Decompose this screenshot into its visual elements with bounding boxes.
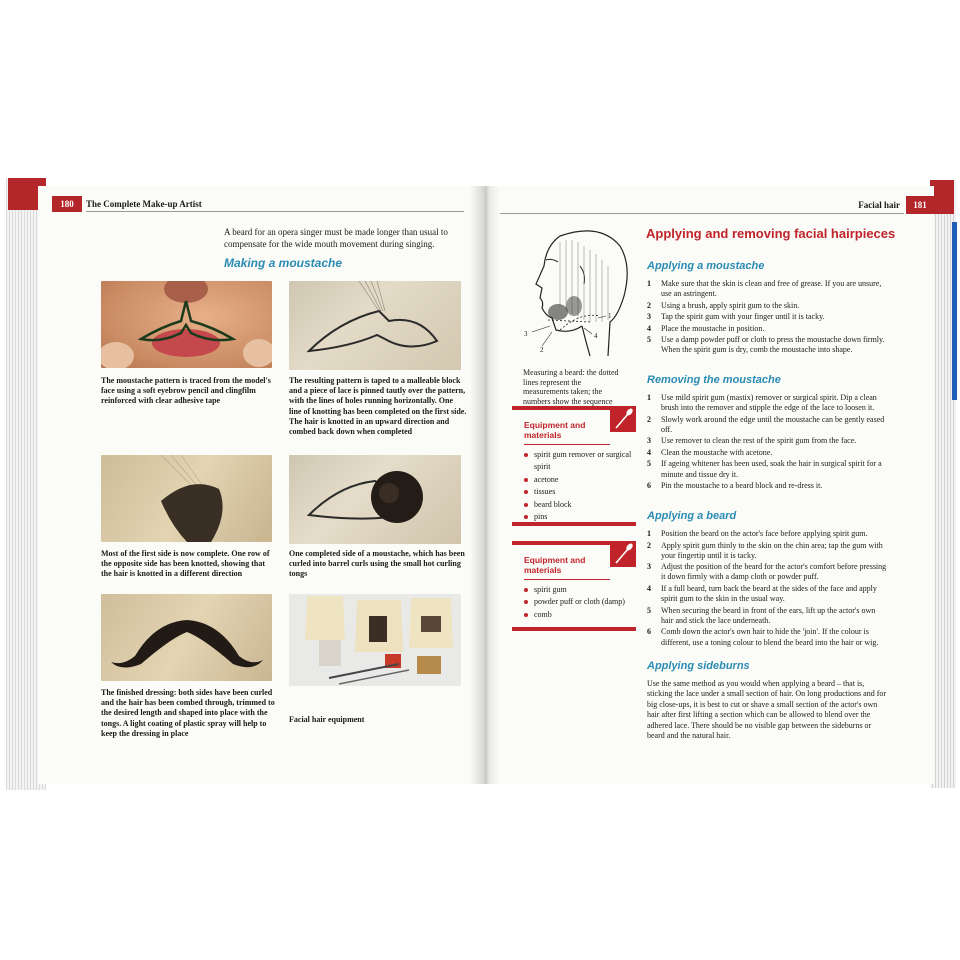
caption-first-side: Most of the first side is now complete. One row of the opposite side has been knotted, showing that the hair is knotted in a different direction xyxy=(101,549,270,579)
right-header-rule xyxy=(500,213,904,214)
list-item: 4 Place the moustache in position. xyxy=(647,323,765,333)
photo-finished-dressing xyxy=(101,594,272,681)
list-item: 3 Use remover to clean the rest of the spirit gum from the face. xyxy=(647,436,857,446)
section-heading-applying-moustache: Applying a moustache xyxy=(647,260,765,272)
equipment-box-divider xyxy=(524,579,610,580)
steps-removing-moustache xyxy=(647,393,887,493)
list-item: 6 Comb down the actor's own hair to hide the 'join'. If the colour is different, use a toning colour to blend the beard into the hair or wig. xyxy=(647,627,879,647)
equipment-box-applying xyxy=(512,541,636,631)
equipment-box-title: Equipment and materials xyxy=(524,420,586,440)
photo-pattern-on-block xyxy=(289,281,461,370)
diagram-number-3: 3 xyxy=(524,330,528,338)
left-page-number: 180 xyxy=(52,196,82,212)
right-page-number: 181 xyxy=(906,196,934,214)
list-item: comb xyxy=(524,609,634,621)
section-heading-making-moustache: Making a moustache xyxy=(224,256,343,270)
diagram-number-4: 4 xyxy=(594,332,598,340)
caption-equipment: Facial hair equipment xyxy=(289,715,365,724)
list-item: 2 Slowly work around the edge until the moustache can be gently eased off. xyxy=(647,414,885,434)
equipment-box-title: Equipment and materials xyxy=(524,555,586,575)
list-item: 1 Use mild spirit gum (mastix) remover or surgical spirit. Dip a clean brush into the remover and stipple the edge of the lace to loosen it. xyxy=(647,393,877,413)
steps-applying-moustache xyxy=(647,279,887,357)
equipment-box-bottom-bar xyxy=(512,627,636,631)
brush-icon xyxy=(610,541,636,567)
list-item: 3 Tap the spirit gum with your finger until it is tacky. xyxy=(647,312,825,322)
equipment-box-bottom-bar xyxy=(512,522,636,526)
page-title: Applying and removing facial hairpieces xyxy=(646,226,896,241)
right-running-head: Facial hair xyxy=(858,200,900,210)
left-header-rule xyxy=(86,211,464,212)
caption-finished-dressing: The finished dressing: both sides have been curled and the hair has been combed through, trimmed to the desired length and shaped into place with the tongs. A light coating of plastic spray will help to keep the dressing in place xyxy=(101,688,275,738)
section-heading-applying-beard: Applying a beard xyxy=(647,510,737,522)
photo-first-side-knotted xyxy=(101,455,272,542)
photo-pattern-traced-on-face xyxy=(101,281,272,368)
list-item: pins xyxy=(524,511,634,523)
list-item: 4 If a full beard, turn back the beard at the sides of the face and apply spirit gum to the skin in the usual way. xyxy=(647,583,877,604)
list-item: 5 If ageing whitener has been used, soak the hair in surgical spirit for a minute and tissue dry it. xyxy=(647,459,882,479)
caption-pattern-on-block: The resulting pattern is taped to a malleable block and a piece of lace is pinned tautly over the pattern, with the lines of holes running horizontally. One line of knotting has been completed on the first side. The hair is knotted in an upward direction and combed back down when completed xyxy=(289,376,467,437)
sideburns-paragraph: Use the same method as you would when applying a beard – that is, sticking the lace under a small section of hair. On long productions and for big close-ups, it is best to cut or shave a small section of the actor's own hair after first lifting a section which can be allowed to blend over the adhered lace. There should be no visible gap between the sideburns or beard and the natural hair. xyxy=(647,679,887,741)
list-item: 5 When securing the beard in front of the ears, lift up the actor's own hair and stick the lace underneath. xyxy=(647,605,876,625)
list-item: 6 Pin the moustache to a beard block and re-dress it. xyxy=(647,481,823,491)
list-item: 3 Adjust the position of the beard for the actor's comfort before pressing it down firmly with a damp cloth or powder puff. xyxy=(647,562,887,582)
photo-facial-hair-equipment xyxy=(289,594,461,686)
list-item: beard block xyxy=(524,499,634,511)
list-item: spirit gum xyxy=(524,584,634,596)
brush-icon xyxy=(610,406,636,432)
diagram-caption: Measuring a beard: the dotted lines represent the measurements taken; the numbers show the sequence xyxy=(523,368,619,406)
list-item: 2 Using a brush, apply spirit gum to the skin. xyxy=(647,300,800,310)
left-running-head: The Complete Make-up Artist xyxy=(86,199,202,209)
equipment-list-applying xyxy=(524,584,634,621)
diagram-number-2: 2 xyxy=(540,346,544,354)
list-item: 5 Use a damp powder puff or cloth to press the moustache down firmly. When the spirit gum is dry, comb the moustache into shape. xyxy=(647,335,885,355)
caption-pattern-traced: The moustache pattern is traced from the model's face using a soft eyebrow pencil and clingfilm reinforced with clear adhesive tape xyxy=(101,376,271,406)
section-heading-applying-sideburns: Applying sideburns xyxy=(647,660,750,672)
list-item: tissues xyxy=(524,486,634,498)
caption-barrel-curls: One completed side of a moustache, which has been curled into barrel curls using the small hot curling tongs xyxy=(289,549,465,579)
list-item: spirit gum remover or surgical spirit xyxy=(524,449,634,474)
equipment-list-removing xyxy=(524,449,634,523)
book-gutter xyxy=(470,186,500,784)
section-heading-removing-moustache: Removing the moustache xyxy=(647,374,781,386)
list-item: 1 Position the beard on the actor's face before applying spirit gum. xyxy=(647,529,868,538)
intro-paragraph: A beard for an opera singer must be made longer than usual to compensate for the wide mouth movement during singing. xyxy=(224,227,448,249)
right-blue-edge-mark xyxy=(952,222,957,400)
list-item: 2 Apply spirit gum thinly to the skin on the chin area; tap the gum with your fingertip until it is tacky. xyxy=(647,540,883,560)
list-item: 4 Clean the moustache with acetone. xyxy=(647,447,773,457)
list-item: 1 Make sure that the skin is clean and free of grease. If you are unsure, use an astringent. xyxy=(647,279,882,299)
beard-measurement-diagram xyxy=(520,226,640,366)
diagram-number-1: 1 xyxy=(608,312,612,320)
equipment-box-removing xyxy=(512,406,636,526)
equipment-box-divider xyxy=(524,444,610,445)
steps-applying-beard xyxy=(647,529,887,649)
list-item: acetone xyxy=(524,474,634,486)
photo-side-barrel-curled xyxy=(289,455,461,544)
list-item: powder puff or cloth (damp) xyxy=(524,596,634,608)
